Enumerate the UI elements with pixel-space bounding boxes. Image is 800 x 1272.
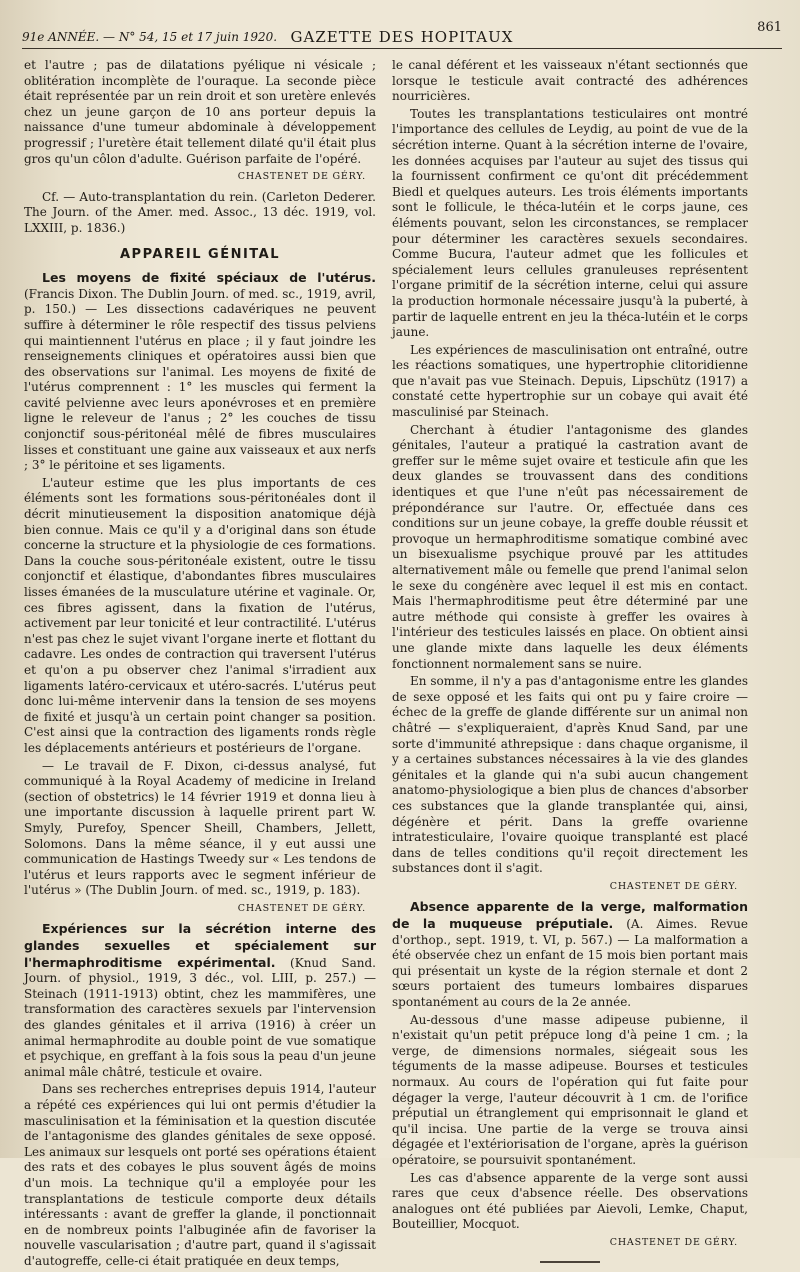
left-column [24,58,376,1272]
author-signature: CHASTENET DE GÉRY. [609,880,738,892]
issue-info: 91e ANNÉE. — N° 54, 15 et 17 juin 1920. [22,30,278,44]
right-column [392,58,748,1263]
paragraph: Toutes les transplantations testiculaires ont montré l'importance des cellules de Leydig, au point de vue de la sécrétion interne. Quant à la sécrétion interne de l'ovaire, les données acquises par l'auteur au sujet des tissus qui la fournissent confirment ce qu'ont dit précédemment Biedl et quelques auteurs. Les trois éléments importants sont le follicule, le théca-lutéin et le corps jaune, ces éléments pouvant, selon les circonstances, se remplacer pour déterminer les caractères sexuels secondaires. Comme Bucura, l'auteur admet que les follicules et spécialement leurs cellules granuleuses représentent l'organe primitif de la sécrétion interne, celui qui assure la production hormonale nécessaire jusqu'à la puberté, à partir de laquelle entrent en jeu la théca-lutéin et le corps jaune. [392,106,748,340]
paragraph: Les expériences de masculinisation ont entraîné, outre les réactions somatiques, une hypertrophie clitoridienne que n'avait pas vue Steinach. Depuis, Lipschütz (1917) a constaté cette hypertrophie sur un cobaye qui avait été masculinisé par Steinach. [392,342,748,420]
article-paragraph [24,270,376,474]
page-header [22,18,782,49]
paragraph: L'auteur estime que les plus importants de ces éléments sont les formations sous-péritonéales dont il décrit minutieusement la disposition anatomique déjà bien connue. Mais ce qu'il y a d'original dans son étude concerne la structure et la physiologie de ces formations. Dans la couche sous-péritonéale existent, outre le tissu conjonctif et élastique, d'abondantes fibres musculaires lisses émanées de la musculature utérine et vaginale. Or, ces fibres agissent, dans la fixation de l'utérus, activement par leur tonicité et leur contractilité. L'utérus n'est pas chez le sujet vivant l'organe inerte et flottant du cadavre. Les ondes de contraction qui traversent l'utérus et qu'on a pu observer chez l'animal s'irradient aux ligaments latéro-cervicaux et utéro-sacrés. L'utérus peut donc lui-même intervenir dans la tension de ses moyens de fixité et jusqu'à un certain point changer sa position. C'est ainsi que la contraction des ligaments ronds règle les déplacements antérieurs et postérieurs de l'organe. [24,475,376,755]
paragraph: et l'autre ; pas de dilatations pyélique ni vésicale ; oblitération incomplète de l'ouraque. La seconde pièce était représentée par un rein droit et son uretère enlevés chez un jeune garçon de 10 ans porteur depuis la naissance d'une tumeur abdominale à développement progressif ; l'uretère était tellement dilaté qu'il était plus gros qu'un côlon d'adulte. Guérison parfaite de l'opéré. [24,58,376,166]
paragraph: Cherchant à étudier l'antagonisme des glandes génitales, l'auteur a pratiqué la castration avant de greffer sur le même sujet ovaire et testicule afin que les deux glandes se trouvassent dans des conditions identiques et que l'une n'eût pas nécessairement de prépondérance sur l'autre. Or, effectuée dans ces conditions sur un jeune cobaye, la greffe double réussit et provoque un hermaphroditisme somatique combiné avec un bisexualisme psychique prouvé par les attitudes alternativement mâle ou femelle que prend l'animal selon le sexe du congénère avec lequel il est mis en contact. Mais l'hermaphroditisme peut être déterminé par une autre méthode qui consiste à greffer les ovaires à l'intérieur des testicules laissés en place. On obtient ainsi une glande mixte dans laquelle les deux éléments fonctionnent normalement sans se nuire. [392,422,748,671]
paragraph: En somme, il n'y a pas d'antagonisme entre les glandes de sexe opposé et les faits qui ont pu y faire croire — échec de la greffe de glande différente sur un animal non châtré — s'expliqueraient, d'après Knud Sand, par une sorte d'immunité athrepsique : dans chaque organisme, il y a certaines substances nécessaires à la vie des glandes génitales et la glande qui n'a subi aucun changement anatomo-physiologique a bien plus de chances d'absorber ces substances que la glande transplantée qui, ainsi, dégénère et périt. Dans la greffe ovarienne intratesticulaire, l'ovaire quoique transplanté est placé dans de telles conditions qu'il reçoit directement les substances dont il s'agit. [392,674,748,876]
paragraph: Dans ses recherches entreprises depuis 1914, l'auteur a répété ces expériences qui lui ont permis d'étudier la masculinisation et la féminisation et la question discutée de l'antagonisme des glandes génitales de sexe opposé. Les animaux sur lesquels ont porté ses opérations étaient des rats et des cobayes le plus souvent âgés de moins d'un mois. La technique qu'il a employée pour les transplantations de testicule comporte deux détails intéressants : avant de greffer la glande, il ponctionnait en de nombreux points l'albuginée afin de favoriser la nouvelle vascularisation ; d'autre part, quand il s'agissait d'autogreffe, celle-ci était pratiquée en deux temps, [24,1082,376,1268]
article-paragraph [24,921,376,1080]
paragraph: le canal déférent et les vaisseaux n'étant sectionnés que lorsque le testicule avait contracté des adhérences nourricières. [392,58,748,104]
page-number: 861 [757,20,782,35]
article-title: Expériences sur la sécrétion interne des glandes sexuelles et spécialement sur l'hermaphroditisme expérimental. [24,921,376,970]
author-signature: CHASTENET DE GÉRY. [237,902,366,914]
paragraph: — Le travail de F. Dixon, ci-dessus analysé, fut communiqué à la Royal Academy of medicine in Ireland (section of obstetrics) le 14 février 1919 et donna lieu à une importante discussion à laquelle prirent part W. Smyly, Purefoy, Spencer Sheill, Chambers, Jellett, Solomons. Dans la même séance, il y eut aussi une communication de Hastings Tweedy sur « Les tendons de l'utérus et leurs rapports avec le segment inférieur de l'utérus » (The Dublin Journ. of med. sc., 1919, p. 183). [24,758,376,898]
paragraph: Au-dessous d'une masse adipeuse pubienne, il n'existait qu'un petit prépuce long d'à peine 1 cm. ; la verge, de dimensions normales, siégeait sous les téguments de la masse adipeuse. Bourses et testicules normaux. Au cours de l'opération qui fut faite pour dégager la verge, l'auteur découvrit à 1 cm. de l'orifice préputial un étranglement qui emprisonnait le gland et qu'il incisa. Une partie de la verge se trouva ainsi dégagée et l'extériorisation de l'organe, après la guérison opératoire, se poursuivit spontanément. [392,1012,748,1167]
article-body: (Knud Sand. Journ. of physiol., 1919, 3 déc., vol. LIII, p. 257.) — Steinach (1911-1913) obtint, chez les mammifères, une transformation des caractères sexuels par l'intervension des glandes génitales et il arriva (1916) à créer un animal hermaphrodite au double point de vue somatique et psychique, en greffant à la fois sous la peau d'un jeune animal mâle châtré, testicule et ovaire. [24,955,376,1079]
journal-title: GAZETTE DES HOPITAUX [290,28,514,46]
section-heading: APPAREIL GÉNITAL [120,246,280,262]
author-signature: CHASTENET DE GÉRY. [237,171,366,183]
paragraph: Les cas d'absence apparente de la verge sont aussi rares que ceux d'absence réelle. Des observations analogues ont été publiées par Aievoli, Lemke, Chaput, Bouteillier, Mocquot. [392,1170,748,1232]
article-body: (Francis Dixon. The Dublin Journ. of med. sc., 1919, avril, p. 150.) — Les dissections cadavériques ne peuvent suffire à déterminer le rôle respectif des tissus pelviens qui maintiennent l'utérus en place ; il y faut joindre les renseignements cliniques et opératoires aussi bien que des observations sur l'animal. Les moyens de fixité de l'utérus comprennent : 1° les muscles qui ferment la cavité pelvienne avec leurs aponévroses et en première ligne le releveur de l'anus ; 2° les couches de tissu conjonctif sous-péritonéal mêlé de fibres musculaires lisses et constituant une gaine aux vaisseaux et aux nerfs ; 3° le péritoine et ses ligaments. [24,286,376,473]
article-title: Absence apparente de la verge, malformation de la muqueuse préputiale. [392,899,748,932]
end-divider [540,1261,600,1263]
article-paragraph [392,899,748,1010]
article-body: (A. Aimes. Revue d'orthop., sept. 1919, t. VI, p. 567.) — La malformation a été observée chez un enfant de 15 mois bien portant mais qui présentait un kyste de la région sternale et dont 2 sœurs portaient des tumeurs lombaires disparues spontanément au cours de la 2e année. [392,917,748,1010]
author-signature: CHASTENET DE GÉRY. [609,1236,738,1248]
reference-paragraph: Cf. — Auto-transplantation du rein. (Carleton Dederer. The Journ. of the Amer. med. Assoc., 13 déc. 1919, vol. LXXIII, p. 1836.) [24,189,376,235]
article-title: Les moyens de fixité spéciaux de l'utérus. [42,270,376,286]
